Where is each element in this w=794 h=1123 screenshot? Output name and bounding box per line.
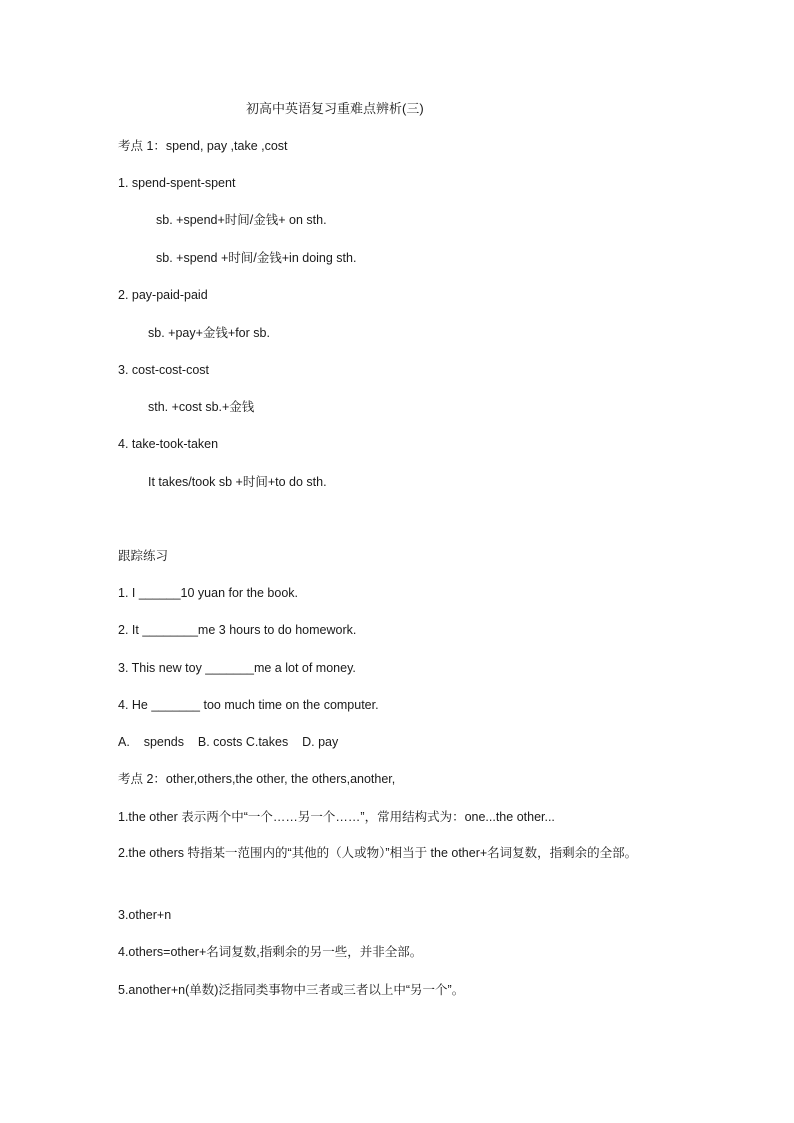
section2-item: 3.other+n <box>118 908 172 922</box>
section2-item: 4.others=other+名词复数,指剩余的另一些，并非全部。 <box>118 945 423 959</box>
practice-options: A. spends B. costs C.takes D. pay <box>118 735 339 749</box>
section2-heading: 考点 2：other,others,the other, the others,another, <box>118 772 396 786</box>
section1-item: sb. +spend+时间/金钱+ on sth. <box>156 213 327 227</box>
section1-item: 1. spend-spent-spent <box>118 176 236 190</box>
practice-question: 4. He _______ too much time on the computer. <box>118 698 379 712</box>
section2-item: 2.the others 特指某一范围内的“其他的（人或物）”相当于 the other+名词复数，指剩余的全部。 <box>118 846 638 860</box>
practice-heading: 跟踪练习 <box>118 549 169 563</box>
section1-item: sb. +pay+金钱+for sb. <box>148 326 270 340</box>
section1-item: 2. pay-paid-paid <box>118 288 208 302</box>
section2-item: 1.the other 表示两个中“一个……另一个……”，常用结构式为：one...the other... <box>118 810 555 824</box>
practice-question: 3. This new toy _______me a lot of money. <box>118 661 356 675</box>
section1-item: sb. +spend +时间/金钱+in doing sth. <box>156 251 357 265</box>
practice-question: 2. It ________me 3 hours to do homework. <box>118 623 357 637</box>
section1-item: 4. take-took-taken <box>118 437 219 451</box>
section2-item: 5.another+n(单数)泛指同类事物中三者或三者以上中“另一个”。 <box>118 983 465 997</box>
document-title: 初高中英语复习重难点辨析(三) <box>246 101 424 116</box>
section1-item: 3. cost-cost-cost <box>118 363 209 377</box>
section1-item: sth. +cost sb.+金钱 <box>148 400 255 414</box>
section1-heading: 考点 1：spend, pay ,take ,cost <box>118 139 288 153</box>
section1-item: It takes/took sb +时间+to do sth. <box>148 475 327 489</box>
practice-question: 1. I ______10 yuan for the book. <box>118 586 298 600</box>
